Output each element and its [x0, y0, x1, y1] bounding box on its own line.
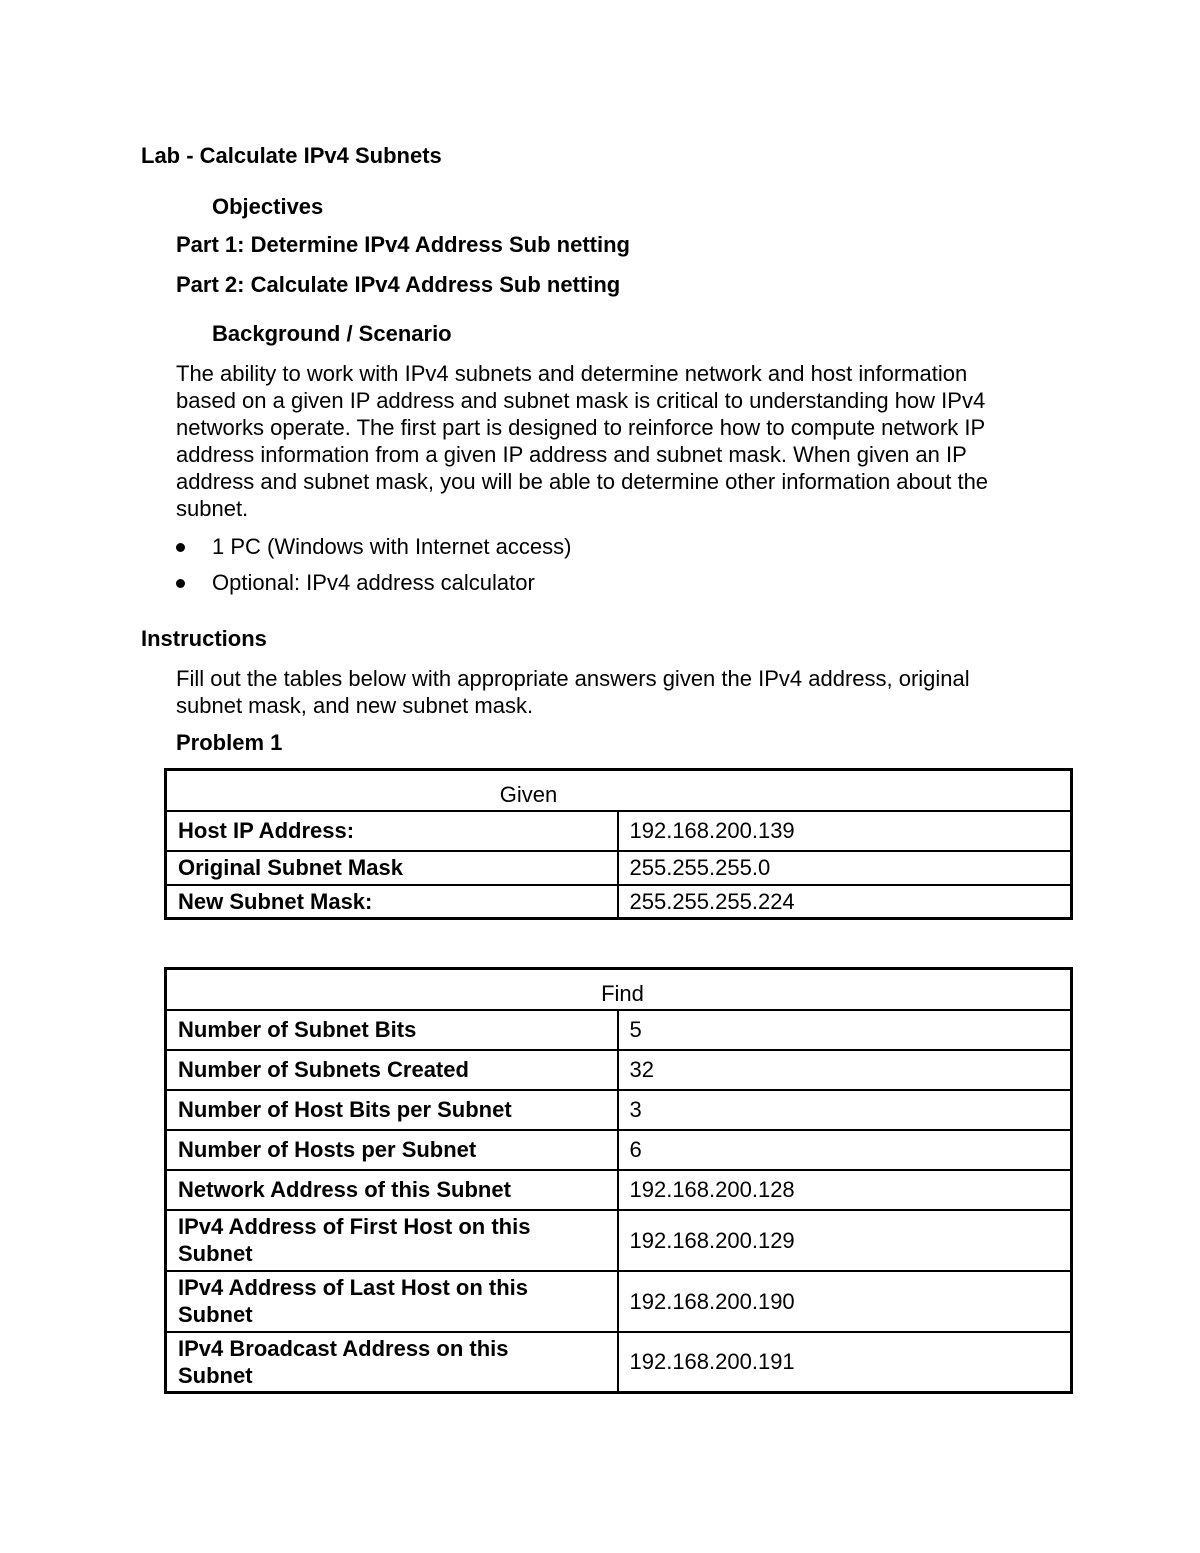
given-table: [164, 768, 1073, 920]
requirement-text: Optional: IPv4 address calculator: [212, 570, 535, 595]
objectives-heading: Objectives: [212, 194, 324, 219]
background-line: subnet.: [176, 496, 249, 521]
find-label: Network Address of this Subnet: [166, 1170, 618, 1210]
given-value: 255.255.255.0: [618, 851, 1072, 885]
table-row: [166, 1210, 1072, 1271]
find-value: 3: [618, 1090, 1072, 1130]
find-label: IPv4 Address of Last Host on this Subnet: [166, 1271, 618, 1332]
background-line: address and subnet mask, you will be able to determine other information about the: [176, 469, 989, 494]
table-row: [166, 1170, 1072, 1210]
table-row: [166, 1010, 1072, 1050]
table-row: [166, 1332, 1072, 1393]
find-value: 192.168.200.191: [618, 1332, 1072, 1393]
given-table-header: Given: [166, 770, 1072, 811]
table-row: [166, 851, 1072, 885]
find-value: 192.168.200.128: [618, 1170, 1072, 1210]
table-row: [166, 885, 1072, 919]
document-title: Lab - Calculate IPv4 Subnets: [141, 143, 442, 168]
background-line: networks operate. The first part is designed to reinforce how to compute network IP: [176, 415, 986, 440]
given-label: Host IP Address:: [166, 811, 618, 851]
problem-heading: Problem 1: [176, 730, 283, 755]
find-table: [164, 967, 1073, 1394]
given-label: Original Subnet Mask: [166, 851, 618, 885]
background-line: based on a given IP address and subnet mask is critical to understanding how IPv4: [176, 388, 986, 413]
find-value: 32: [618, 1050, 1072, 1090]
find-label: Number of Hosts per Subnet: [166, 1130, 618, 1170]
background-line: The ability to work with IPv4 subnets and determine network and host information: [176, 361, 968, 386]
background-line: address information from a given IP address and subnet mask. When given an IP: [176, 442, 967, 467]
background-paragraph: [176, 360, 1076, 522]
bullet-icon: [176, 543, 185, 552]
objective-part-2: Part 2: Calculate IPv4 Address Sub netting: [176, 272, 621, 297]
objective-part-1: Part 1: Determine IPv4 Address Sub netting: [176, 232, 630, 257]
list-item: [176, 533, 571, 569]
find-label: IPv4 Broadcast Address on this Subnet: [166, 1332, 618, 1393]
requirement-text: 1 PC (Windows with Internet access): [212, 534, 572, 559]
find-value: 6: [618, 1130, 1072, 1170]
requirements-list: [176, 533, 571, 605]
list-item: [176, 569, 571, 605]
find-label: IPv4 Address of First Host on this Subnet: [166, 1210, 618, 1271]
table-row: [166, 1090, 1072, 1130]
find-value: 192.168.200.190: [618, 1271, 1072, 1332]
given-value: 255.255.255.224: [618, 885, 1072, 919]
find-value: 5: [618, 1010, 1072, 1050]
table-row: [166, 811, 1072, 851]
table-row: [166, 1271, 1072, 1332]
find-label: Number of Subnet Bits: [166, 1010, 618, 1050]
find-label: Number of Subnets Created: [166, 1050, 618, 1090]
find-value: 192.168.200.129: [618, 1210, 1072, 1271]
background-heading: Background / Scenario: [212, 321, 452, 346]
find-label: Number of Host Bits per Subnet: [166, 1090, 618, 1130]
bullet-icon: [176, 579, 185, 588]
find-table-header: Find: [166, 969, 1072, 1010]
given-value: 192.168.200.139: [618, 811, 1072, 851]
table-row: [166, 1130, 1072, 1170]
instructions-heading: Instructions: [141, 626, 267, 651]
given-label: New Subnet Mask:: [166, 885, 618, 919]
instructions-paragraph: [176, 665, 970, 719]
table-row: [166, 1050, 1072, 1090]
instructions-line: Fill out the tables below with appropriate answers given the IPv4 address, original: [176, 666, 970, 691]
instructions-line: subnet mask, and new subnet mask.: [176, 693, 534, 718]
